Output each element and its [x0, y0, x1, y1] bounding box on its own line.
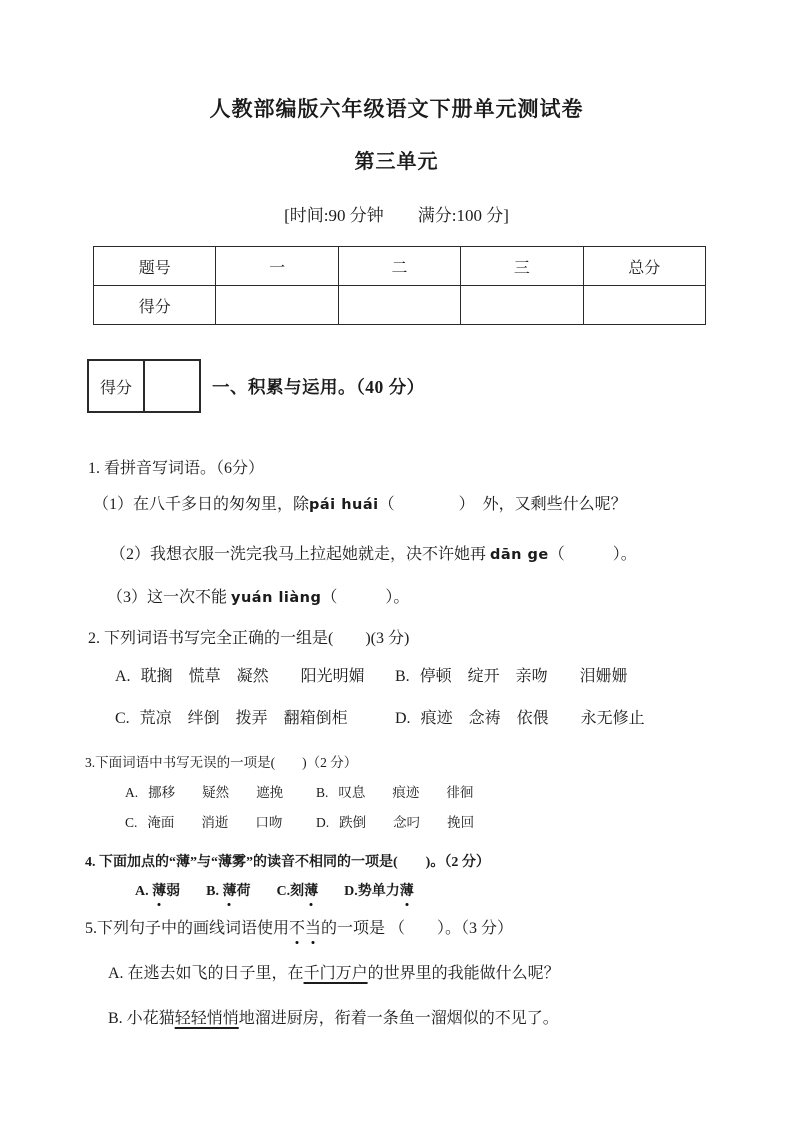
score-cell-three — [461, 286, 583, 325]
q2-option-a-text: 耽搁 慌草 凝然 阳光明媚 — [140, 668, 365, 685]
q3-option-b-label: B. — [316, 785, 329, 800]
q3-option-a-label: A. — [125, 785, 139, 800]
q4-stem: 4. 下面加点的“薄”与“薄雾”的读音不相同的一项是( )。（2 分） — [85, 855, 490, 870]
q2-option-d-label: D. — [395, 710, 411, 727]
q3-option-d-text: 跌倒 念叼 挽回 — [339, 815, 475, 830]
score-table-score-row — [94, 286, 706, 325]
score-table-header-row — [94, 247, 706, 286]
q3-option-d-label: D. — [316, 815, 330, 830]
page-title: 人教部编版六年级语文下册单元测试卷 — [209, 97, 584, 121]
q2-option-c — [115, 708, 395, 730]
q4-option-b: B. 薄荷 — [206, 882, 250, 902]
q2-option-b-text: 停顿 绽开 亲吻 泪姗姗 — [419, 668, 628, 685]
q3-stem: 3.下面词语中书写无误的一项是( )（2 分） — [85, 755, 358, 770]
score-table-header-timu: 题号 — [94, 247, 216, 286]
q2-stem: 2. 下列词语书写完全正确的一组是( )(3 分) — [88, 630, 410, 647]
q3-option-c-label: C. — [125, 815, 138, 830]
score-summary-table — [93, 246, 706, 325]
score-table-header-three: 三 — [461, 247, 583, 286]
q4-option-c: C.刻薄 — [276, 882, 318, 902]
q1-stem: 1. 看拼音写词语。（6分） — [88, 460, 265, 477]
q3-options — [125, 783, 793, 833]
q2-option-c-label: C. — [115, 710, 130, 727]
unit-subtitle: 第三单元 — [354, 151, 439, 173]
score-box-label: 得分 — [88, 360, 144, 412]
q3-option-c — [125, 813, 316, 833]
q3-option-b — [316, 783, 793, 803]
q2-option-b — [395, 666, 793, 688]
score-cell-two — [338, 286, 460, 325]
score-box-value — [144, 360, 200, 412]
q5-stem: 5.下列句子中的画线词语使用不当的一项是 （ ）。（3 分） — [85, 918, 793, 940]
section-one-score-line — [87, 359, 793, 413]
q3-option-a — [125, 783, 316, 803]
score-row-label: 得分 — [94, 286, 216, 325]
q2-option-b-label: B. — [395, 668, 410, 685]
q4-options — [135, 882, 793, 902]
q5-option-b: B. 小花猫轻轻悄悄地溜进厨房，衔着一条鱼一溜烟似的不见了。 — [108, 1010, 559, 1027]
q3-option-b-text: 叹息 痕迹 徘徊 — [338, 785, 474, 800]
q4-option-d: D.势单力薄 — [344, 882, 414, 902]
q4-option-a: A. 薄弱 — [135, 882, 180, 902]
score-cell-total — [583, 286, 705, 325]
q2-option-c-text: 荒凉 绊倒 拨弄 翻箱倒柜 — [139, 710, 348, 727]
q2-option-a — [115, 666, 395, 688]
section-one-heading: 一、积累与运用。（40 分） — [212, 376, 425, 397]
q1-item-2: （2）我想衣服一洗完我马上拉起她就走，决不许她再 dān ge（ ）。 — [110, 546, 637, 563]
score-table-header-two: 二 — [338, 247, 460, 286]
q1-item-3: （3）这一次不能 yuán liàng（ ）。 — [107, 589, 410, 606]
q5-option-a: A. 在逃去如飞的日子里，在千门万户的世界里的我能做什么呢？ — [108, 965, 560, 982]
q2-option-d-text: 痕迹 念祷 依偎 永无修止 — [420, 710, 645, 727]
score-table-header-one: 一 — [216, 247, 338, 286]
score-table-header-total: 总分 — [583, 247, 705, 286]
q3-option-c-text: 淹面 消逝 口吻 — [147, 815, 283, 830]
q3-option-a-text: 挪移 疑然 遮挽 — [148, 785, 284, 800]
q2-options — [115, 666, 793, 730]
q1-item-1: （1）在八千多日的匆匆里，除pái huái（ ） 外，又剩些什么呢？ — [93, 496, 627, 513]
q2-option-a-label: A. — [115, 668, 131, 685]
exam-meta: [时间:90 分钟 满分:100 分] — [284, 206, 509, 225]
score-box — [87, 359, 201, 413]
q3-option-d — [316, 813, 793, 833]
score-cell-one — [216, 286, 338, 325]
q2-option-d — [395, 708, 793, 730]
